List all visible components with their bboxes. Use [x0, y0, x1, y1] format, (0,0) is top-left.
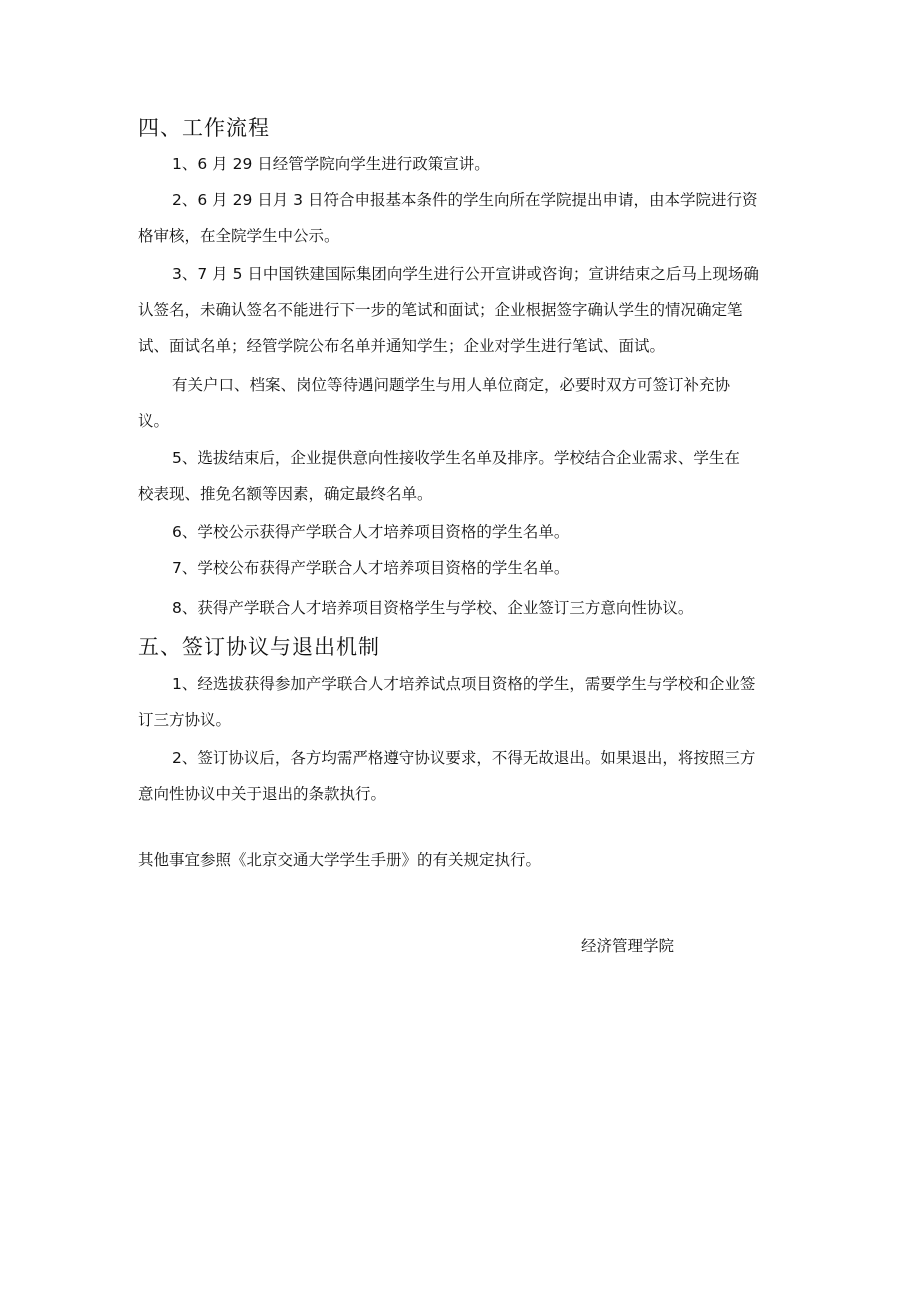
- paragraph-line: 认签名，未确认签名不能进行下一步的笔试和面试；企业根据签字确认学生的情况确定笔: [138, 301, 743, 319]
- signature-department: 经济管理学院: [581, 937, 675, 955]
- paragraph-line: 2、6 月 29 日月 3 日符合申报基本条件的学生向所在学院提出申请，由本学院进行资: [172, 191, 758, 209]
- paragraph-line: 订三方协议。: [138, 711, 232, 729]
- paragraph-line: 有关户口、档案、岗位等待遇问题学生与用人单位商定，必要时双方可签订补充协: [172, 376, 731, 394]
- paragraph-line: 议。: [138, 412, 170, 430]
- section-5-heading: 五、签订协议与退出机制: [138, 635, 380, 659]
- paragraph-line: 6、学校公示获得产学联合人才培养项目资格的学生名单。: [172, 523, 570, 541]
- section-4-item-4: [138, 367, 802, 439]
- section-4-item-7: [138, 550, 802, 586]
- paragraph-line: 2、签订协议后，各方均需严格遵守协议要求，不得无故退出。如果退出，将按照三方: [172, 749, 756, 767]
- section-4-item-5: [138, 440, 802, 512]
- section-4-item-8: [138, 590, 802, 626]
- section-4-heading: 四、工作流程: [138, 116, 270, 140]
- paragraph-line: 校表现、推免名额等因素，确定最终名单。: [138, 485, 433, 503]
- paragraph-line: 意向性协议中关于退出的条款执行。: [138, 785, 387, 803]
- closing-note: [138, 842, 802, 878]
- section-4-item-6: [138, 514, 802, 550]
- paragraph-line: 1、经选拔获得参加产学联合人才培养试点项目资格的学生，需要学生与学校和企业签: [172, 675, 756, 693]
- paragraph-line: 8、获得产学联合人才培养项目资格学生与学校、企业签订三方意向性协议。: [172, 599, 694, 617]
- section-4-item-3: [138, 256, 802, 364]
- section-5-item-2: [138, 740, 802, 812]
- paragraph-line: 试、面试名单；经管学院公布名单并通知学生；企业对学生进行笔试、面试。: [138, 337, 666, 355]
- section-5-item-1: [138, 666, 802, 738]
- section-4-item-1: [138, 146, 802, 182]
- paragraph-line: 格审核，在全院学生中公示。: [138, 227, 340, 245]
- paragraph-line: 5、选拔结束后，企业提供意向性接收学生名单及排序。学校结合企业需求、学生在: [172, 449, 740, 467]
- section-4-item-2: [138, 182, 802, 254]
- paragraph-line: 7、学校公布获得产学联合人才培养项目资格的学生名单。: [172, 559, 570, 577]
- paragraph-line: 3、7 月 5 日中国铁建国际集团向学生进行公开宣讲或咨询；宣讲结束之后马上现场确: [172, 265, 759, 283]
- paragraph-line: 1、6 月 29 日经管学院向学生进行政策宣讲。: [172, 155, 490, 173]
- paragraph-line: 其他事宜参照《北京交通大学学生手册》的有关规定执行。: [138, 851, 542, 869]
